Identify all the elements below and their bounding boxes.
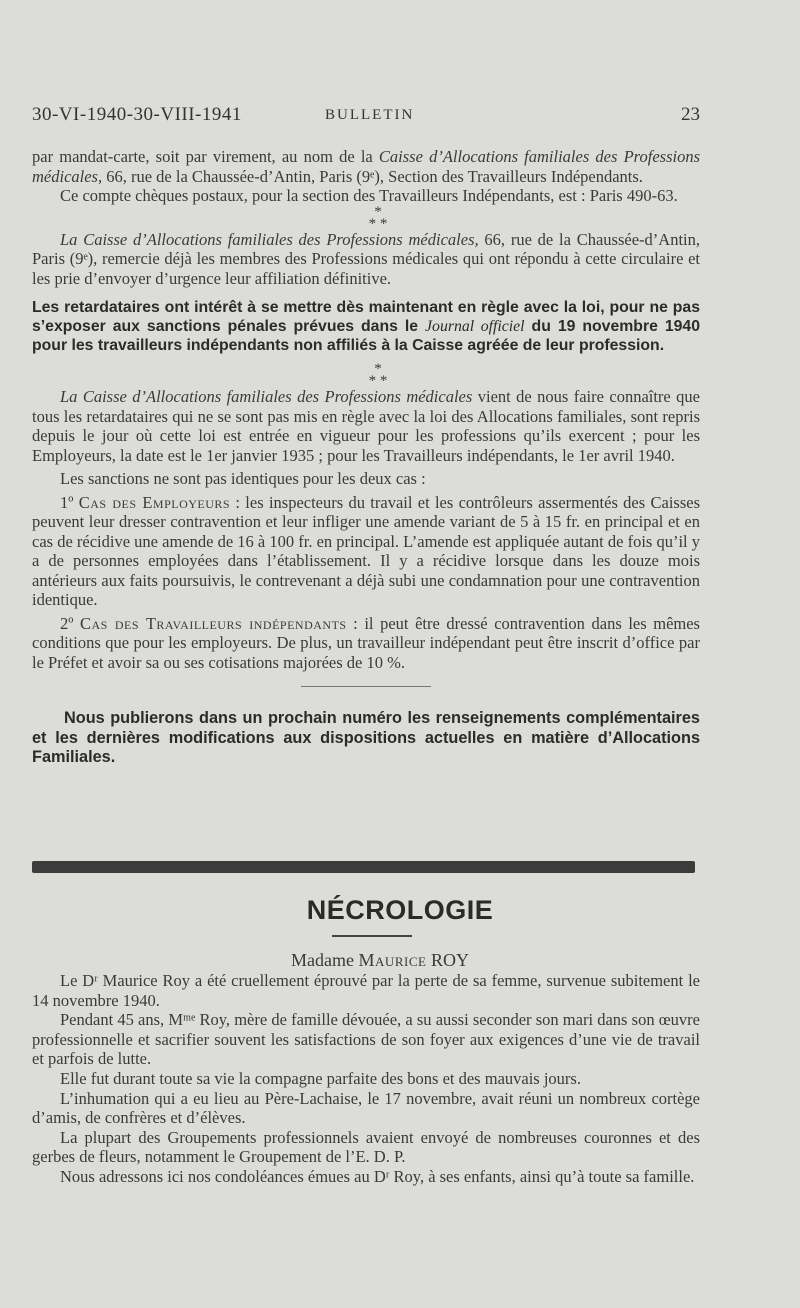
- text-span: 2º: [60, 613, 80, 633]
- necrology-paragraph: Le Dʳ Maurice Roy a été cruellement éprouvé par la perte de sa femme, survenue subitement le 14 novembre 1940.: [32, 971, 700, 1010]
- text-span: ROY: [426, 950, 469, 970]
- paragraph-independents: [32, 614, 700, 673]
- paragraph-account: Ce compte chèques postaux, pour la section des Travailleurs Indépendants, est : Paris 490-63.: [60, 186, 678, 205]
- necrology-paragraph: Elle fut durant toute sa vie la compagne parfaite des bons et des mauvais jours.: [60, 1068, 581, 1088]
- necrology-paragraph: L’inhumation qui a eu lieu au Père-Lachaise, le 17 novembre, avait réuni un nombreux cortège d’amis, de confrères et d’élèves.: [32, 1088, 700, 1128]
- header-title: BULLETIN: [325, 107, 415, 123]
- text-span: : les inspecteurs du travail et les contrôleurs assermentés des Caisses peuvent leur dresser contravention et leur infliger une amende variant de 5 à 15 fr. en principal et en cas de récidive une amende de 16 à 100 fr. en principal. L’amende est appliquée autant de fois qu’il y a de personnes employées dans l’établissement. Il y a récidive lorsque dans les douze mois antérieurs aux faits poursuivis, le contrevenant a déjà subi une condamnation pour une contravention identique.: [32, 492, 700, 609]
- paragraph-late: [32, 387, 700, 465]
- section-stars: * * *: [368, 203, 388, 232]
- text-span: Les retardataires ont intérêt à se mettre dès maintenant en règle avec la loi, pour ne pas s’exposer aux sanctions pénales prévues dans le: [32, 299, 700, 335]
- italic-span: Journal officiel: [425, 318, 525, 335]
- paragraph-announcement: Nous publierons dans un prochain numéro les renseignements complémentaires et les dernières modifications aux dispositions actuelles en matière d’Allocations Familiales.: [32, 709, 700, 766]
- italic-span: Caisse d’Allocations familiales des Professions médicales,: [32, 147, 700, 186]
- smallcaps-span: Cas des Employeurs: [78, 492, 231, 512]
- paragraph-payment: [32, 147, 700, 186]
- paragraph-thanks: [32, 230, 700, 289]
- necrology-title: NÉCROLOGIE: [306, 895, 494, 925]
- italic-span: La Caisse d’Allocations familiales des Professions médicales: [60, 387, 473, 406]
- smallcaps-span: Cas des Travailleurs indépendants: [79, 613, 347, 633]
- article-body: [32, 147, 700, 768]
- section-separator-bar: [32, 861, 695, 873]
- divider-rule: [301, 686, 431, 687]
- text-span: du 19 novembre 1940 pour les travailleurs indépendants non affiliés à la Caisse agréée de leur profession.: [32, 318, 700, 354]
- paragraph-sanctions: Les sanctions ne sont pas identiques pour les deux cas :: [60, 469, 426, 488]
- necrology-paragraph: Pendant 45 ans, Mᵐᵉ Roy, mère de famille dévouée, a su aussi seconder son mari dans son œuvre professionnelle et sacrifier souvent les satisfactions de son foyer aux exigences d’une vie de travail et parfois de lutte.: [32, 1010, 700, 1069]
- necrology-paragraph: La plupart des Groupements professionnels avaient envoyé de nombreuses couronnes et des gerbes de fleurs, notamment le Groupement de l’E. D. P.: [32, 1127, 700, 1167]
- text-span: vient de nous faire connaître que tous les retardataires qui ne se sont pas mis en règle avec la loi des Allocations familiales, sont repris depuis le jour où cette loi est entrée en vigueur pour les professions qu’ils exercent ; pour les Employeurs, la date est le 1er janvier 1935 ; pour les Travailleurs indépendants, le 1er avril 1940.: [32, 387, 700, 465]
- paragraph-warning: [32, 298, 700, 355]
- smallcaps-span: Maurice: [358, 950, 427, 970]
- text-span: 66, rue de la Chaussée-d’Antin, Paris (9ᵉ), remercie déjà les membres des Professions médicales qui ont répondu à cette circulaire et les prie d’envoyer d’urgence leur affiliation définitive.: [32, 229, 700, 288]
- text-span: Madame: [291, 950, 359, 970]
- italic-span: La Caisse d’Allocations familiales des Professions médicales,: [60, 229, 479, 249]
- text-span: 66, rue de la Chaussée-d’Antin, Paris (9ᵉ), Section des Travailleurs Indépendants.: [102, 166, 643, 186]
- paragraph-employers: [32, 493, 700, 610]
- page-number: 23: [681, 104, 700, 125]
- text-span: par mandat-carte, soit par virement, au nom de la: [32, 147, 379, 166]
- title-underline: [332, 935, 412, 937]
- text-span: 1º: [60, 492, 79, 512]
- necrology-subtitle: [0, 950, 760, 971]
- section-stars: * * *: [368, 361, 388, 389]
- page-header: [32, 104, 700, 128]
- necrology-paragraph: Nous adressons ici nos condoléances émues au Dʳ Roy, à ses enfants, ainsi qu’à toute sa famille.: [60, 1166, 695, 1186]
- header-date-range: 30-VI-1940-30-VIII-1941: [32, 104, 242, 125]
- text-span: : il peut être dressé contravention dans les mêmes conditions que pour les employeurs. De plus, un travailleur indépendant peut être inscrit d’office par le Préfet et avoir sa ou ses cotisations majorées de 10 %.: [32, 613, 700, 672]
- necrology-body: [32, 971, 700, 1187]
